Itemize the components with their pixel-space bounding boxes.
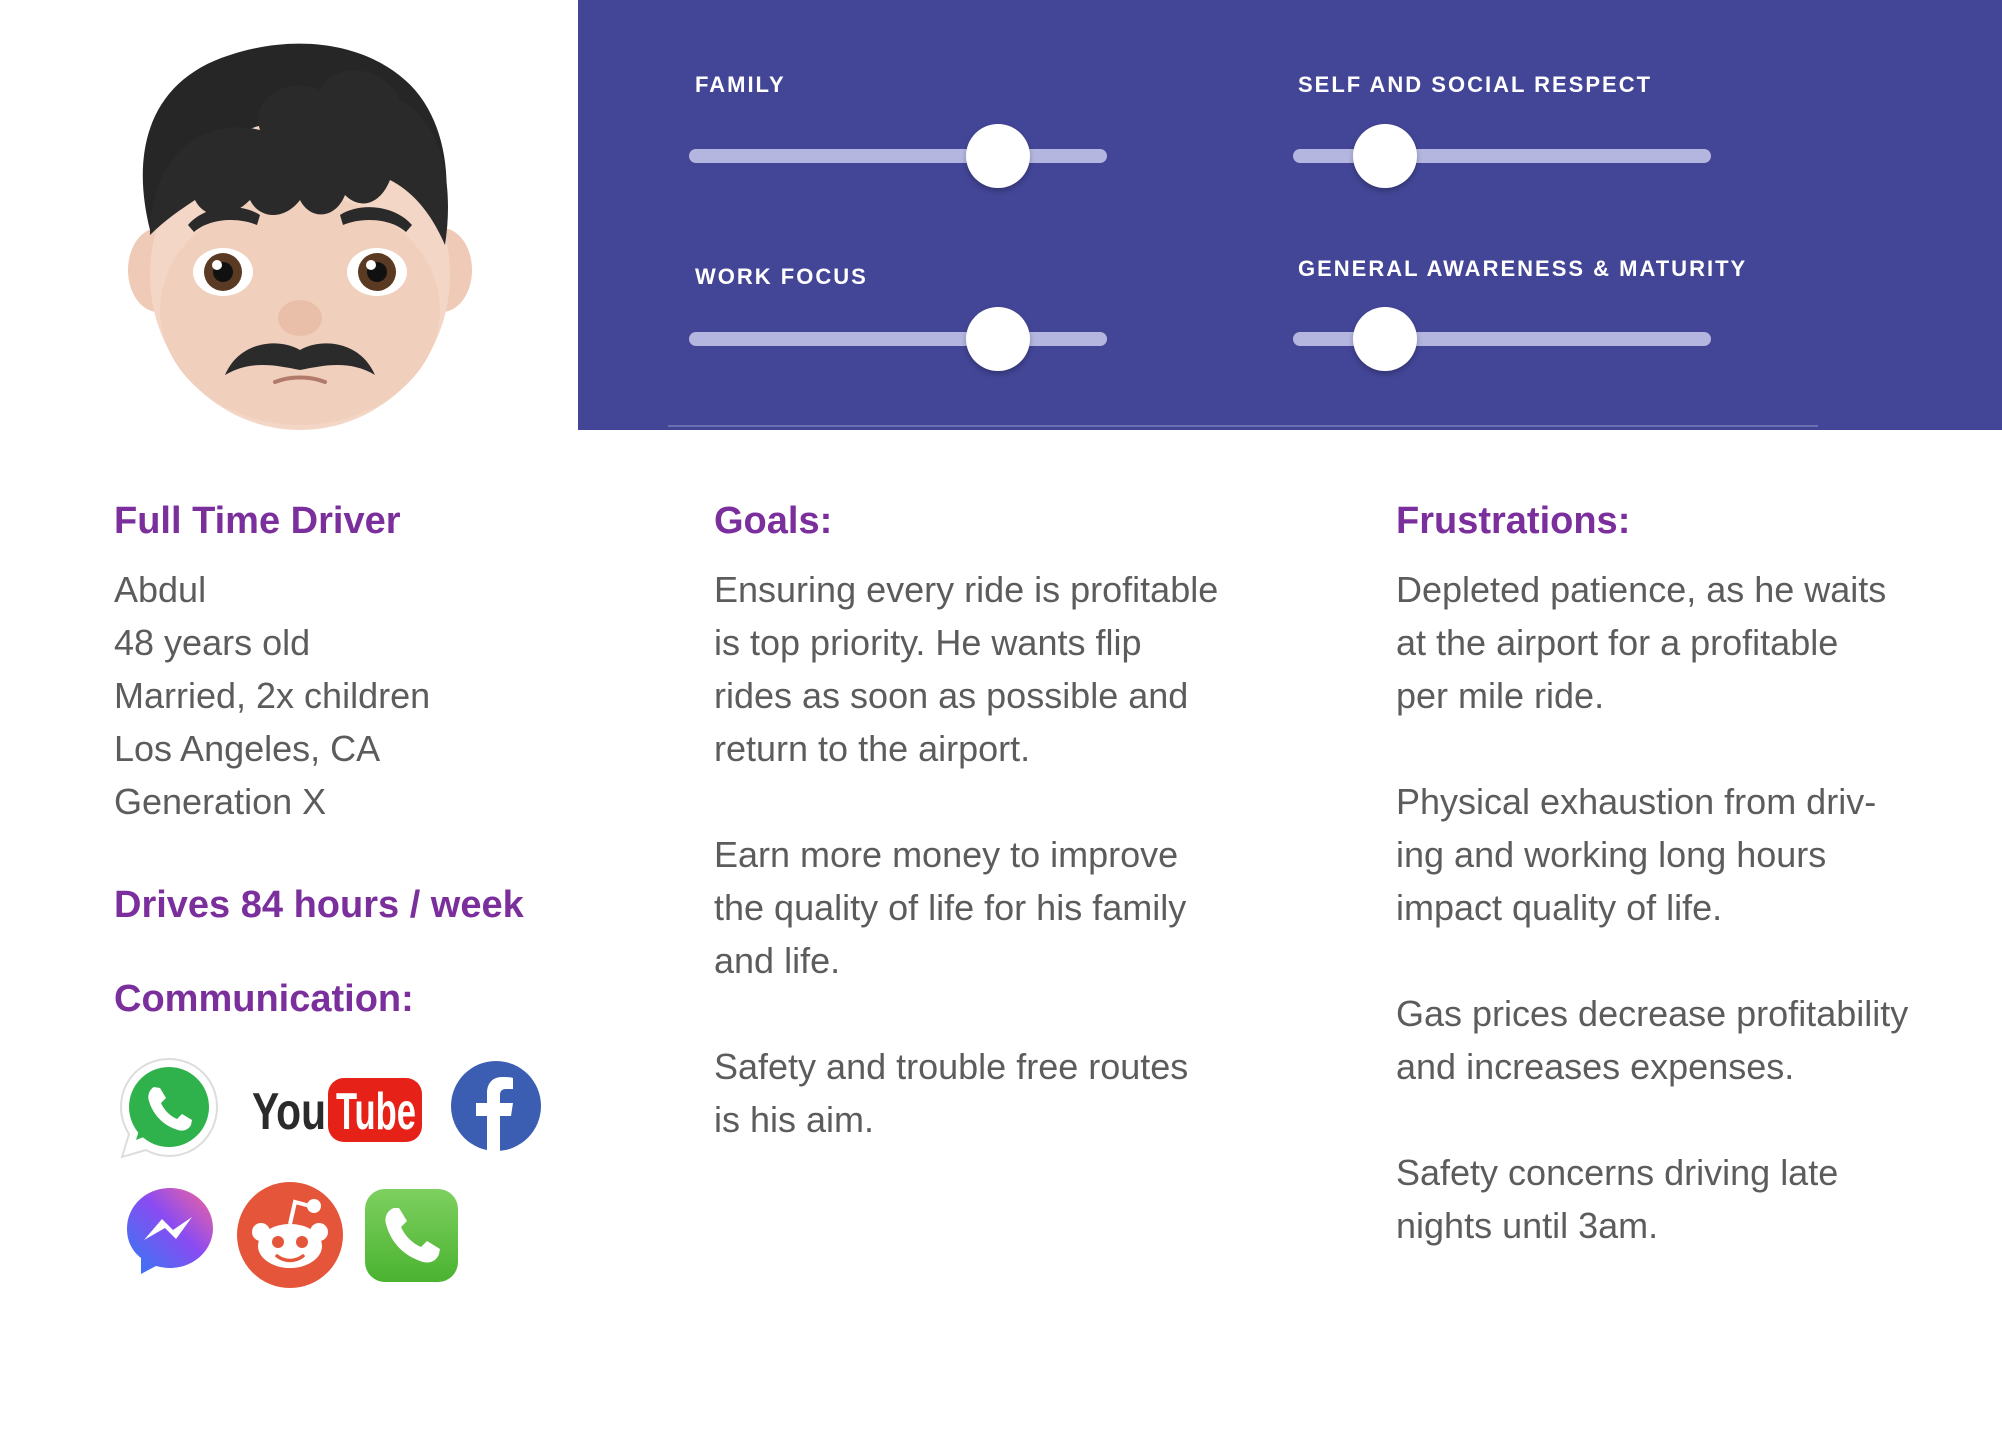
frustration-line: Depleted patience, as he waits (1396, 569, 1887, 610)
frustration-line: and increases expenses. (1396, 1046, 1795, 1087)
profile-family-status: Married, 2x children (114, 675, 431, 716)
goal-line: rides as soon as possible and (714, 675, 1189, 716)
profile-name: Abdul (114, 569, 207, 610)
profile-location: Los Angeles, CA (114, 728, 381, 769)
trait-slider-track-work-focus (689, 332, 1107, 346)
goal-line: is his aim. (714, 1099, 875, 1140)
reddit-icon (235, 1180, 345, 1290)
frustration-line: Safety concerns driving late (1396, 1152, 1839, 1193)
trait-slider-knob-awareness[interactable] (1353, 307, 1417, 371)
profile-generation: Generation X (114, 781, 327, 822)
profile-age: 48 years old (114, 622, 311, 663)
frustration-line: nights until 3am. (1396, 1205, 1659, 1246)
frustration-line: ing and working long hours (1396, 834, 1827, 875)
frustration-line: Physical exhaustion from driv- (1396, 781, 1877, 822)
frustration-line: per mile ride. (1396, 675, 1605, 716)
trait-slider-knob-family[interactable] (966, 124, 1030, 188)
goal-line: the quality of life for his family (714, 887, 1187, 928)
youtube-you-text: You (252, 1083, 326, 1141)
messenger-icon (124, 1185, 216, 1277)
trait-label-work-focus: WORK FOCUS (695, 264, 868, 289)
phone-icon (364, 1188, 459, 1283)
whatsapp-icon (116, 1055, 222, 1161)
trait-slider-knob-self-respect[interactable] (1353, 124, 1417, 188)
facebook-icon (450, 1060, 542, 1152)
frustrations-text (1396, 563, 1908, 1252)
goal-line: Safety and trouble free routes (714, 1046, 1189, 1087)
frustration-line: impact quality of life. (1396, 887, 1723, 928)
goals-heading: Goals: (714, 500, 833, 542)
trait-label-self-and-social-respect: SELF AND SOCIAL RESPECT (1298, 72, 1653, 97)
panel-divider (668, 425, 1818, 427)
trait-label-family: FAMILY (695, 72, 786, 97)
frustrations-heading: Frustrations: (1396, 500, 1631, 542)
youtube-icon (250, 1075, 425, 1145)
profile-title: Full Time Driver (114, 500, 401, 542)
youtube-tube-text: Tube (336, 1083, 416, 1141)
traits-panel (578, 0, 2002, 430)
goal-line: Ensuring every ride is profitable (714, 569, 1219, 610)
communication-heading: Communication: (114, 978, 414, 1020)
goal-line: and life. (714, 940, 841, 981)
profile-details (114, 563, 430, 828)
goal-line: return to the airport. (714, 728, 1031, 769)
trait-label-general-awareness: GENERAL AWARENESS & MATURITY (1298, 256, 1748, 281)
frustration-line: Gas prices decrease profitability (1396, 993, 1909, 1034)
frustration-line: at the airport for a profitable (1396, 622, 1839, 663)
drives-hours: Drives 84 hours / week (114, 884, 524, 926)
goals-text (714, 563, 1218, 1146)
goal-line: Earn more money to improve (714, 834, 1179, 875)
trait-slider-track-family (689, 149, 1107, 163)
driver-avatar (110, 20, 490, 440)
goal-line: is top priority. He wants flip (714, 622, 1142, 663)
trait-slider-knob-work-focus[interactable] (966, 307, 1030, 371)
